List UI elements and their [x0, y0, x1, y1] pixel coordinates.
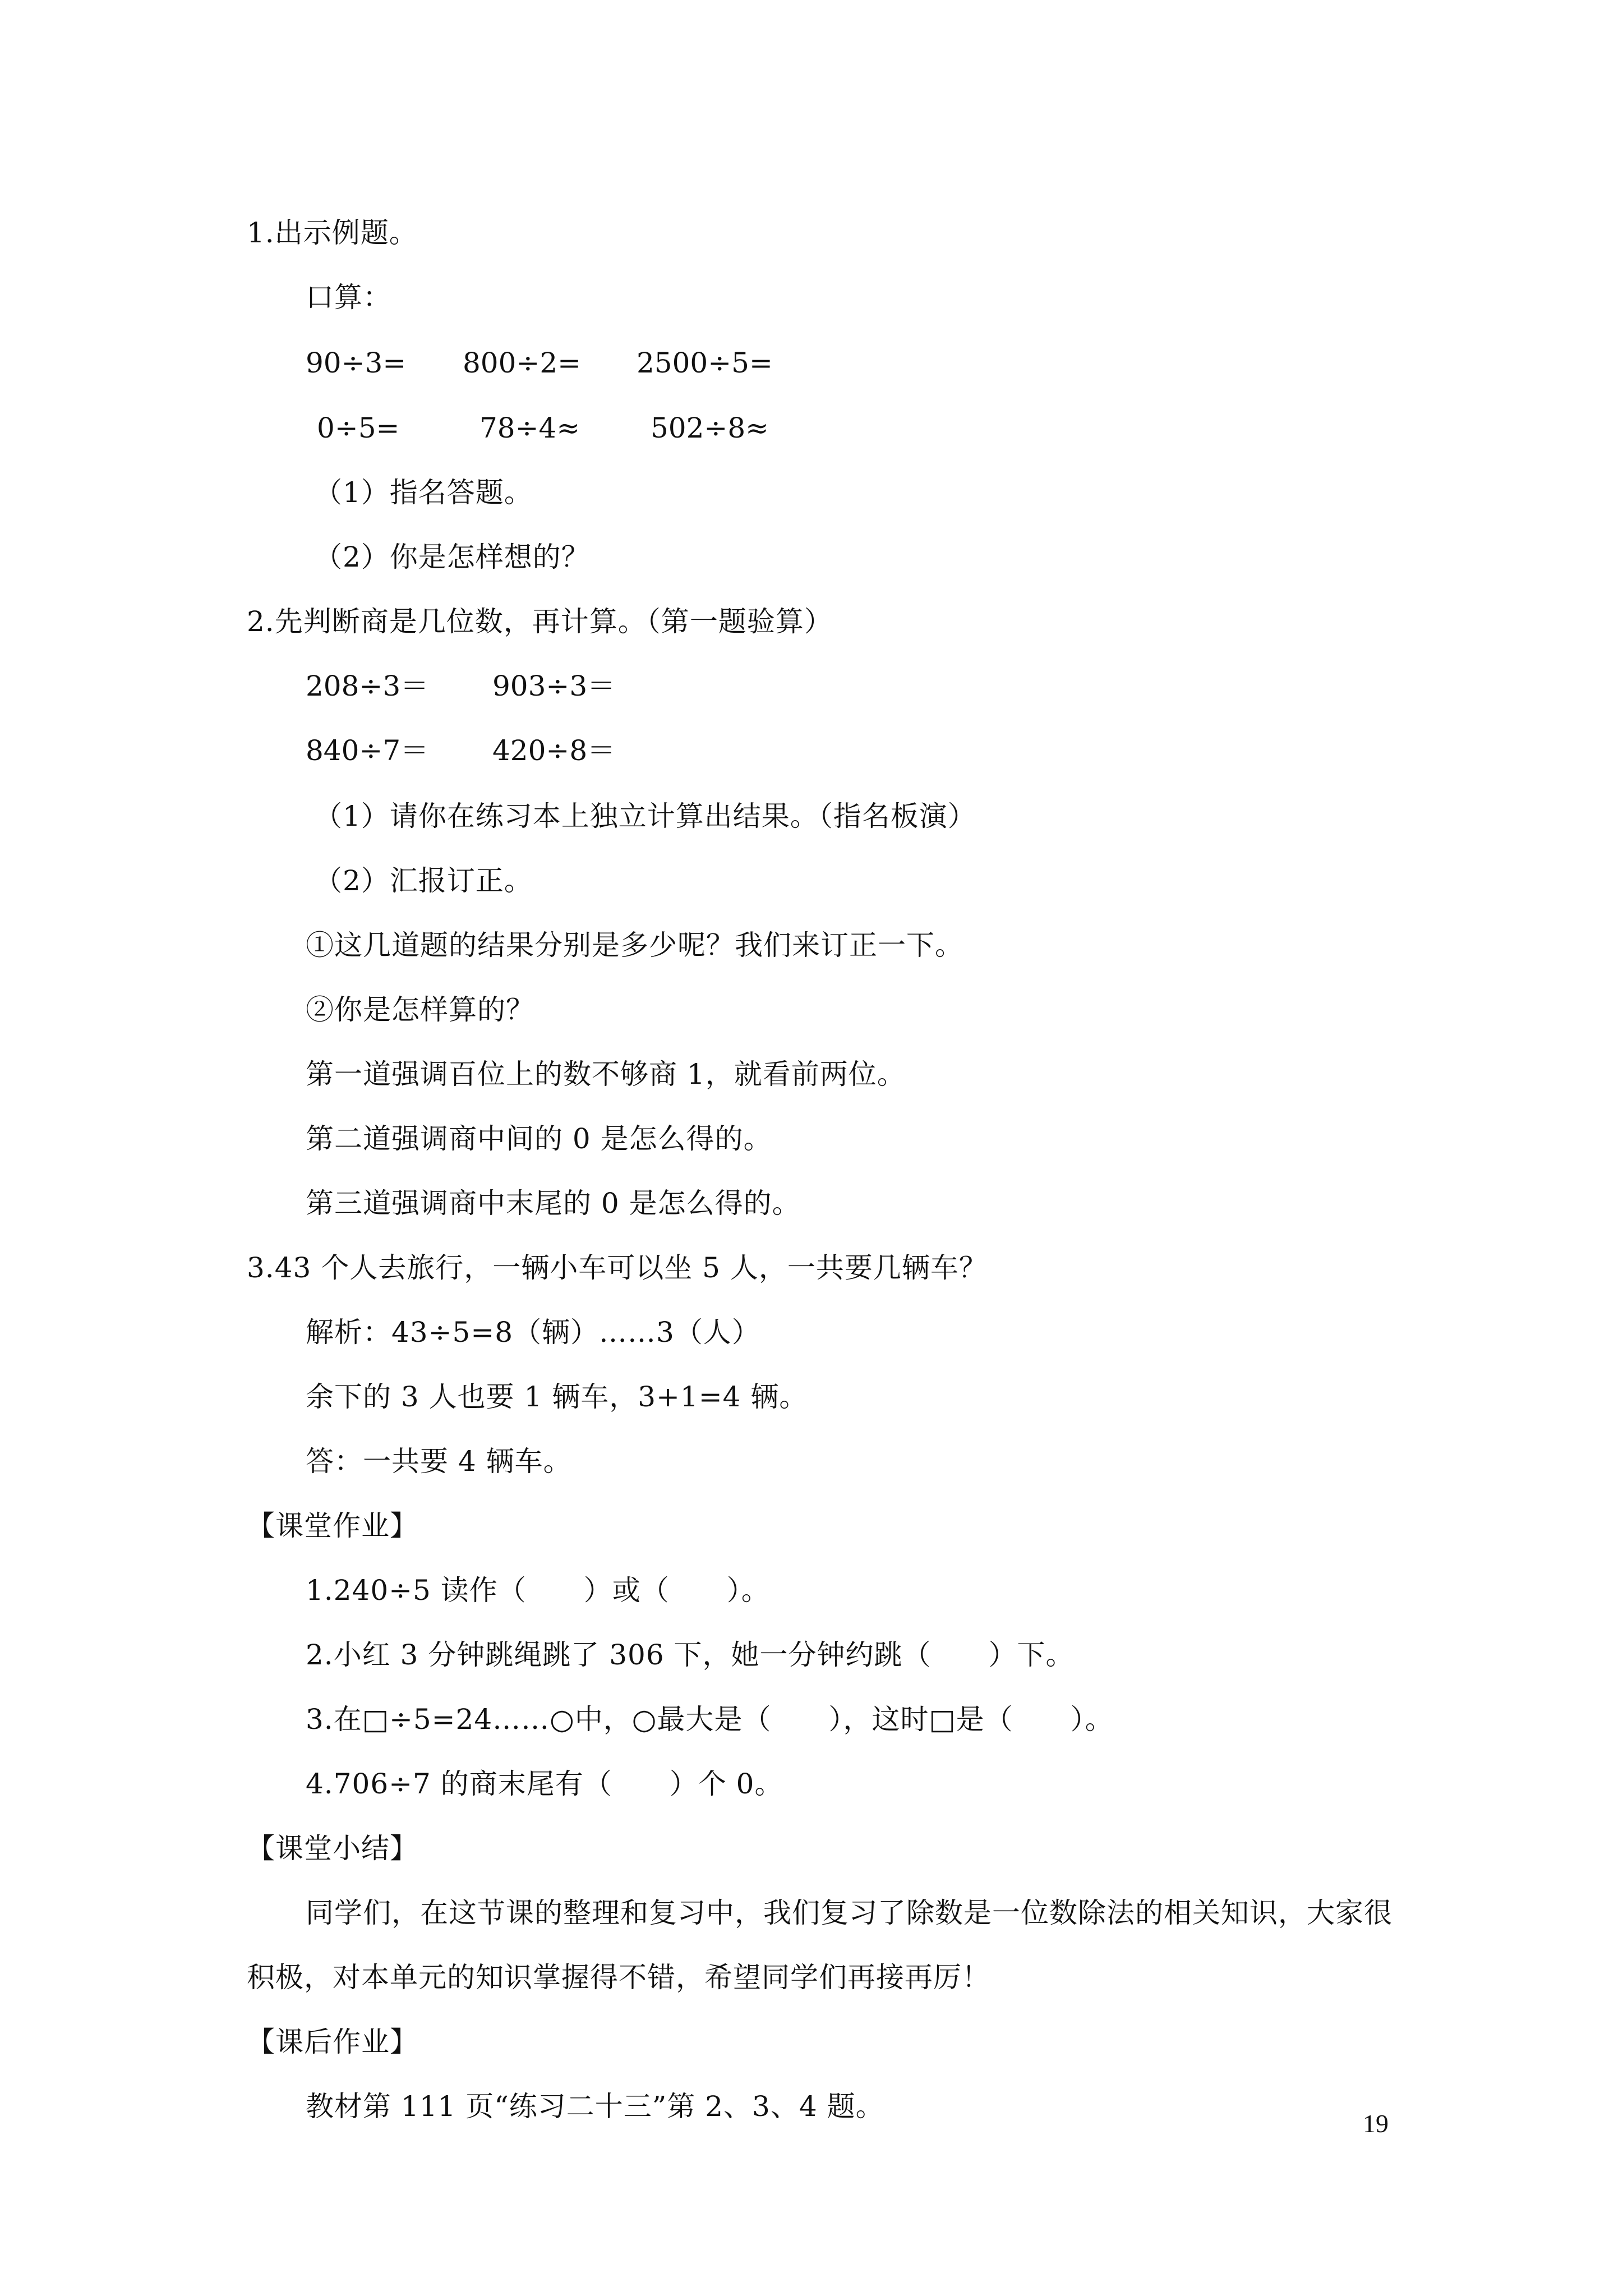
equation: 903÷3＝ [492, 670, 616, 702]
equation: 800÷2= [463, 347, 582, 379]
answer-text: 答：一共要 4 辆车。 [306, 1445, 572, 1478]
equation: 502÷8≈ [651, 412, 769, 444]
summary-line: 积极，对本单元的知识掌握得不错，希望同学们再接再厉！ [247, 1961, 990, 1994]
classwork-item: 1.240÷5 读作（ ）或（ ）。 [306, 1574, 770, 1607]
equation: 0÷5= [317, 412, 400, 444]
remain-text: 余下的 3 人也要 1 辆车，3+1=4 辆。 [306, 1381, 808, 1413]
section1-heading: 1.出示例题。 [247, 217, 418, 249]
paragraph: 第二道强调商中间的 0 是怎么得的。 [306, 1122, 772, 1155]
equation: 208÷3＝ [306, 670, 429, 702]
question-item: （1）请你在练习本上独立计算出结果。（指名板演） [314, 800, 976, 832]
page-number: 19 [1363, 2109, 1389, 2138]
paragraph: ②你是怎样算的？ [306, 993, 534, 1026]
section3-heading: 3.43 个人去旅行，一辆小车可以坐 5 人，一共要几辆车？ [247, 1251, 988, 1284]
equation: 78÷4≈ [479, 412, 580, 444]
section2-heading: 2.先判断商是几位数，再计算。（第一题验算） [247, 605, 833, 638]
equation: 90÷3= [306, 347, 407, 379]
classwork-title: 【课堂作业】 [247, 1510, 418, 1542]
question-item: （1）指名答题。 [314, 476, 533, 509]
paragraph: 第一道强调百位上的数不够商 1，就看前两位。 [306, 1058, 906, 1091]
classwork-item: 3.在□÷5=24……○中，○最大是（ ），这时□是（ ）。 [306, 1703, 1114, 1736]
homework-text: 教材第 111 页“练习二十三”第 2、3、4 题。 [306, 2090, 884, 2123]
question-item: （2）你是怎样想的？ [314, 541, 590, 573]
summary-title: 【课堂小结】 [247, 1832, 418, 1865]
analysis-text: 解析：43÷5=8（辆）……3（人） [306, 1316, 760, 1349]
question-item: （2）汇报订正。 [314, 864, 533, 897]
classwork-item: 4.706÷7 的商末尾有（ ）个 0。 [306, 1768, 783, 1800]
summary-line: 同学们，在这节课的整理和复习中，我们复习了除数是一位数除法的相关知识，大家很 [306, 1897, 1393, 1929]
homework-title: 【课后作业】 [247, 2026, 418, 2058]
section1-sub: 口算： [306, 281, 391, 314]
classwork-item: 2.小红 3 分钟跳绳跳了 306 下，她一分钟约跳（ ）下。 [306, 1639, 1075, 1671]
equation: 2500÷5= [637, 347, 773, 379]
equation: 420÷8＝ [492, 734, 616, 767]
paragraph: 第三道强调商中末尾的 0 是怎么得的。 [306, 1187, 801, 1220]
equation: 840÷7＝ [306, 734, 429, 767]
paragraph: ①这几道题的结果分别是多少呢？我们来订正一下。 [306, 929, 963, 961]
